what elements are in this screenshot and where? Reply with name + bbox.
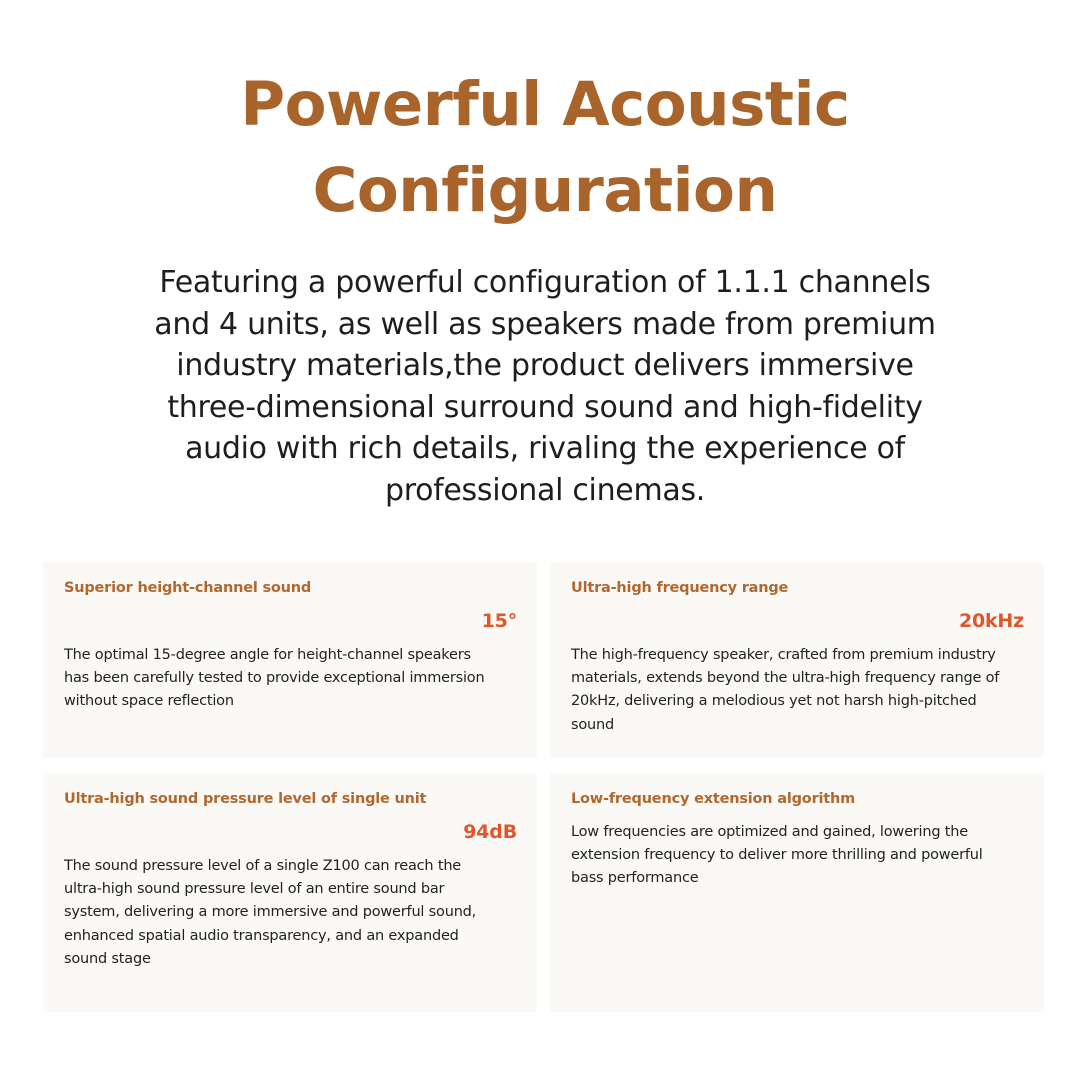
feature-description-line: extension frequency to deliver more thrilling and powerful <box>571 847 983 864</box>
feature-title: Superior height-channel sound <box>64 580 312 596</box>
feature-description-line: The optimal 15-degree angle for height-channel speakers <box>64 647 471 663</box>
page-title-line-2: Configuration <box>312 155 778 226</box>
intro-paragraph <box>125 262 965 511</box>
feature-card-height-channel <box>43 562 537 758</box>
feature-title: Low-frequency extension algorithm <box>571 791 856 807</box>
feature-description <box>571 644 1024 737</box>
page-title <box>0 62 1090 234</box>
page-title-line-1: Powerful Acoustic <box>240 69 850 140</box>
feature-description-line: system, delivering a more immersive and powerful sound, <box>64 904 477 921</box>
feature-description-line: The sound pressure level of a single Z100 can reach the <box>64 858 462 874</box>
feature-description-line: has been carefully tested to provide exceptional immersion <box>64 670 485 687</box>
feature-card-low-frequency <box>550 773 1044 1012</box>
feature-description <box>64 644 517 714</box>
intro-line: and 4 units, as well as speakers made from premium <box>154 306 936 342</box>
intro-line: Featuring a powerful configuration of 1.1.1 channels <box>159 265 931 300</box>
feature-description-line: ultra-high sound pressure level of an entire sound bar <box>64 881 445 898</box>
feature-description-line: Low frequencies are optimized and gained, lowering the <box>571 824 968 840</box>
intro-line: industry materials,the product delivers immersive <box>176 348 914 383</box>
feature-description-line: sound stage <box>64 950 151 967</box>
feature-description-line: bass performance <box>571 870 699 887</box>
feature-description-line: The high-frequency speaker, crafted from premium industry <box>571 647 996 663</box>
intro-line: professional cinemas. <box>384 472 706 508</box>
feature-description-line: enhanced spatial audio transparency, and an expanded <box>64 927 459 944</box>
feature-description-line: 20kHz, delivering a melodious yet not harsh high-pitched <box>571 693 977 710</box>
intro-line: three-dimensional surround sound and high-fidelity <box>167 389 923 425</box>
feature-value: 94dB <box>463 821 517 843</box>
feature-title: Ultra-high sound pressure level of single unit <box>64 791 427 807</box>
feature-card-frequency-range <box>550 562 1044 758</box>
feature-description <box>64 855 517 971</box>
feature-description-line: sound <box>571 716 615 733</box>
feature-description-line: without space reflection <box>64 693 234 710</box>
intro-line: audio with rich details, rivaling the experience of <box>185 431 905 466</box>
feature-description-line: materials, extends beyond the ultra-high frequency range of <box>571 670 1000 687</box>
feature-description <box>571 821 1024 891</box>
feature-value: 15° <box>481 610 517 632</box>
feature-value: 20kHz <box>958 610 1024 632</box>
feature-title: Ultra-high frequency range <box>571 580 789 596</box>
feature-card-sound-pressure <box>43 773 537 1012</box>
